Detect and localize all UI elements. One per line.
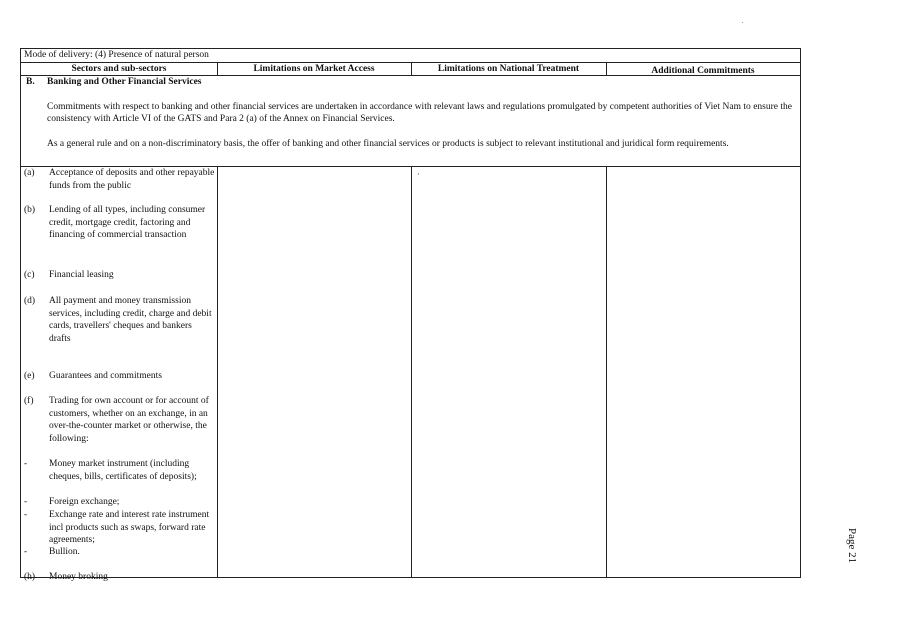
page-number: Page 21: [846, 528, 858, 564]
scan-speck: [742, 22, 743, 23]
column-divider: [411, 166, 412, 577]
schedule-table: [20, 48, 801, 582]
section-banking: [21, 75, 800, 167]
item-label: -: [24, 547, 28, 557]
column-divider: [606, 166, 607, 577]
header-divider: [411, 62, 412, 75]
mode-of-delivery: Mode of delivery: (4) Presence of natural person: [21, 49, 800, 63]
item-text: Foreign exchange;: [49, 497, 120, 507]
market-access-mark: ·: [417, 170, 420, 179]
item-label: (a): [24, 168, 35, 178]
item-text: Money broking: [49, 572, 108, 582]
item-text: Guarantees and commitments: [49, 371, 162, 381]
item-label: (h): [24, 572, 36, 582]
item-label: (d): [24, 296, 36, 306]
item-text: Trading for own account or for account of customers, whether on an exchange, in an over-the-counter market or otherwise, the following:: [49, 396, 209, 444]
column-header-national-treatment: Limitations on National Treatment: [437, 64, 580, 74]
item-text: All payment and money transmission services, including credit, charge and debit cards, travellers' cheques and bankers drafts: [49, 296, 212, 344]
item-text: Bullion.: [49, 547, 80, 557]
item-text: Exchange rate and interest rate instrument incl products such as swaps, forward rate agreements;: [49, 510, 210, 545]
header-divider: [606, 62, 607, 75]
item-label: -: [24, 497, 28, 507]
item-label: -: [24, 510, 28, 520]
item-text: Acceptance of deposits and other repayable funds from the public: [49, 168, 215, 191]
item-text: Money market instrument (including cheques, bills, certificates of deposits);: [49, 459, 197, 482]
section-paragraph: As a general rule and on a non-discriminatory basis, the offer of banking and other financial services or products is subject to relevant institutional and juridical form requirements.: [47, 139, 729, 149]
section-paragraph: Commitments with respect to banking and other financial services are undertaken in accordance with relevant laws and regulations promulgated by competent authorities of Viet Nam to ensure the consistency with Article VI of the GATS and Para 2 (a) of the Annex on Financial Services.: [47, 102, 792, 124]
section-label: B.: [26, 77, 35, 87]
column-header-additional: Additional Commitments: [651, 66, 755, 76]
header-divider: [217, 62, 218, 75]
item-text: Financial leasing: [49, 270, 114, 280]
item-text: Lending of all types, including consumer credit, mortgage credit, factoring and financing of commercial transaction: [49, 205, 206, 240]
item-label: (b): [24, 205, 36, 215]
column-header-sectors: Sectors and sub-sectors: [71, 64, 167, 74]
item-label: (f): [24, 396, 34, 406]
item-label: -: [24, 459, 28, 469]
item-label: (e): [24, 371, 35, 381]
item-label: (c): [24, 270, 35, 280]
section-title: Banking and Other Financial Services: [47, 77, 202, 87]
column-divider: [217, 166, 218, 577]
table-body: [21, 166, 800, 582]
column-header-market-access: Limitations on Market Access: [253, 64, 375, 74]
